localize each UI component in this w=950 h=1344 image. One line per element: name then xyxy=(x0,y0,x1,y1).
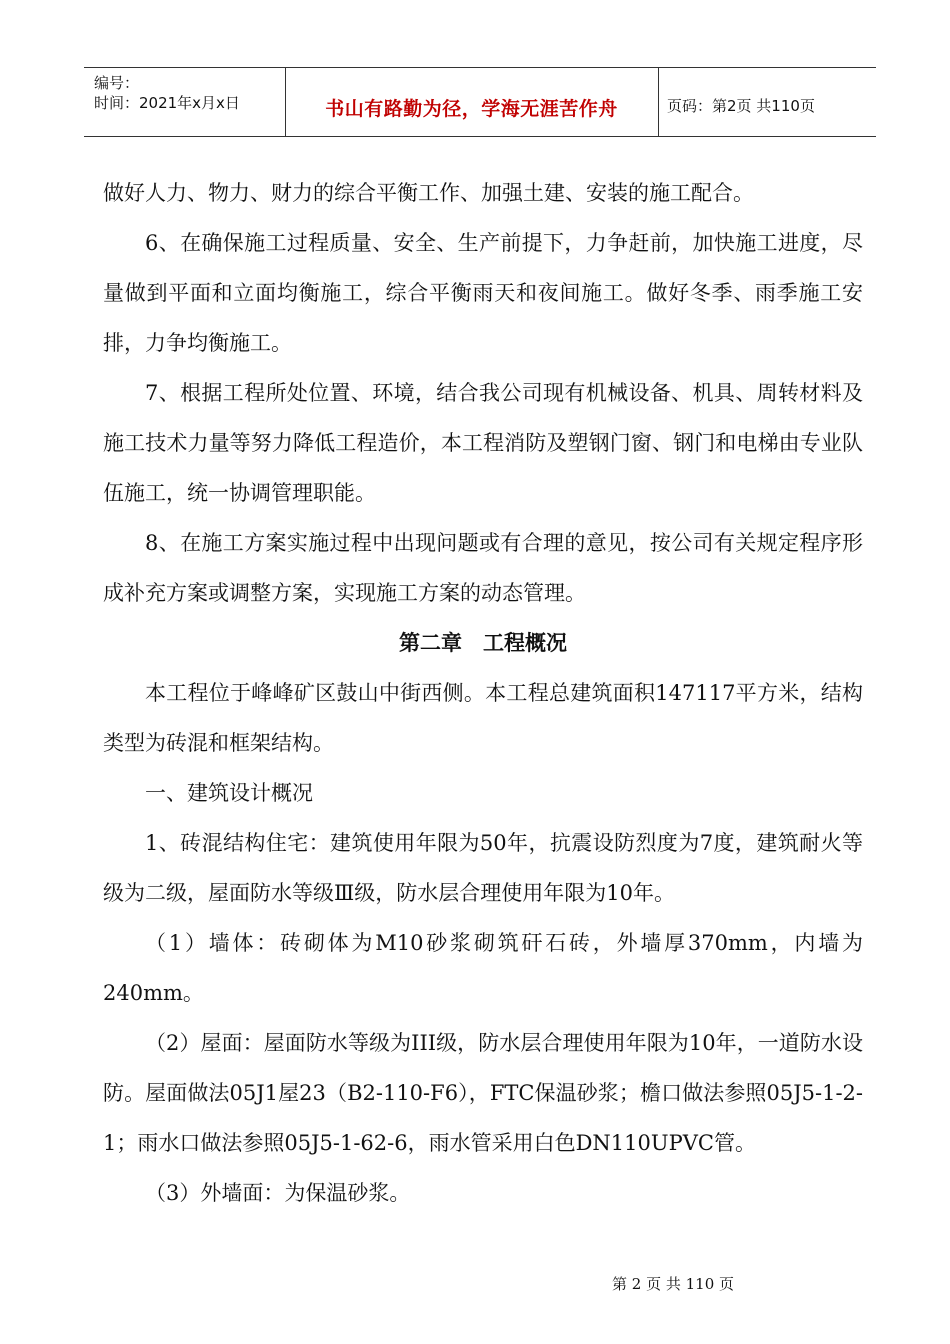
time-label: 时间：2021年x月x日 xyxy=(94,94,240,112)
paragraph: （2）屋面：屋面防水等级为III级，防水层合理使用年限为10年，一道防水设防。屋面做法05J1屋23（B2-110-F6），FTC保温砂浆；檐口做法参照05J5-1-2-1；雨水口做法参照05J5-1-62-6，雨水管采用白色DN110UPVC管。 xyxy=(103,1031,863,1155)
section-heading: 一、建筑设计概况 xyxy=(145,781,313,805)
paragraph: 7、根据工程所处位置、环境，结合我公司现有机械设备、机具、周转材料及施工技术力量等努力降低工程造价，本工程消防及塑钢门窗、钢门和电梯由专业队伍施工，统一协调管理职能。 xyxy=(103,381,863,505)
paragraph: 8、在施工方案实施过程中出现问题或有合理的意见，按公司有关规定程序形成补充方案或调整方案，实现施工方案的动态管理。 xyxy=(103,531,863,605)
page-header xyxy=(84,67,876,137)
paragraph: 本工程位于峰峰矿区鼓山中街西侧。本工程总建筑面积147117平方米，结构类型为砖混和框架结构。 xyxy=(103,681,863,755)
paragraph: 6、在确保施工过程质量、安全、生产前提下，力争赶前，加快施工进度，尽量做到平面和立面均衡施工，综合平衡雨天和夜间施工。做好冬季、雨季施工安排，力争均衡施工。 xyxy=(103,231,863,355)
number-label: 编号： xyxy=(94,74,140,92)
paragraph: （3）外墙面：为保温砂浆。 xyxy=(145,1181,411,1205)
chapter-title: 第二章 工程概况 xyxy=(399,631,567,655)
header-meta-cell xyxy=(84,68,286,136)
paragraph: 做好人力、物力、财力的综合平衡工作、加强土建、安装的施工配合。 xyxy=(103,181,754,205)
page-footer: 第 2 页 共 110 页 xyxy=(612,1275,735,1293)
header-motto-cell xyxy=(285,68,659,136)
motto-text: 书山有路勤为径，学海无涯苦作舟 xyxy=(325,98,618,120)
header-page-cell xyxy=(659,68,876,136)
paragraph: （1）墙体：砖砌体为M10砂浆砌筑矸石砖，外墙厚370mm，内墙为240mm。 xyxy=(103,931,863,1005)
paragraph: 1、砖混结构住宅：建筑使用年限为50年，抗震设防烈度为7度，建筑耐火等级为二级，屋面防水等级Ⅲ级，防水层合理使用年限为10年。 xyxy=(103,831,863,905)
page-label: 页码：第2页 共110页 xyxy=(667,97,815,115)
document-body xyxy=(103,168,863,1218)
